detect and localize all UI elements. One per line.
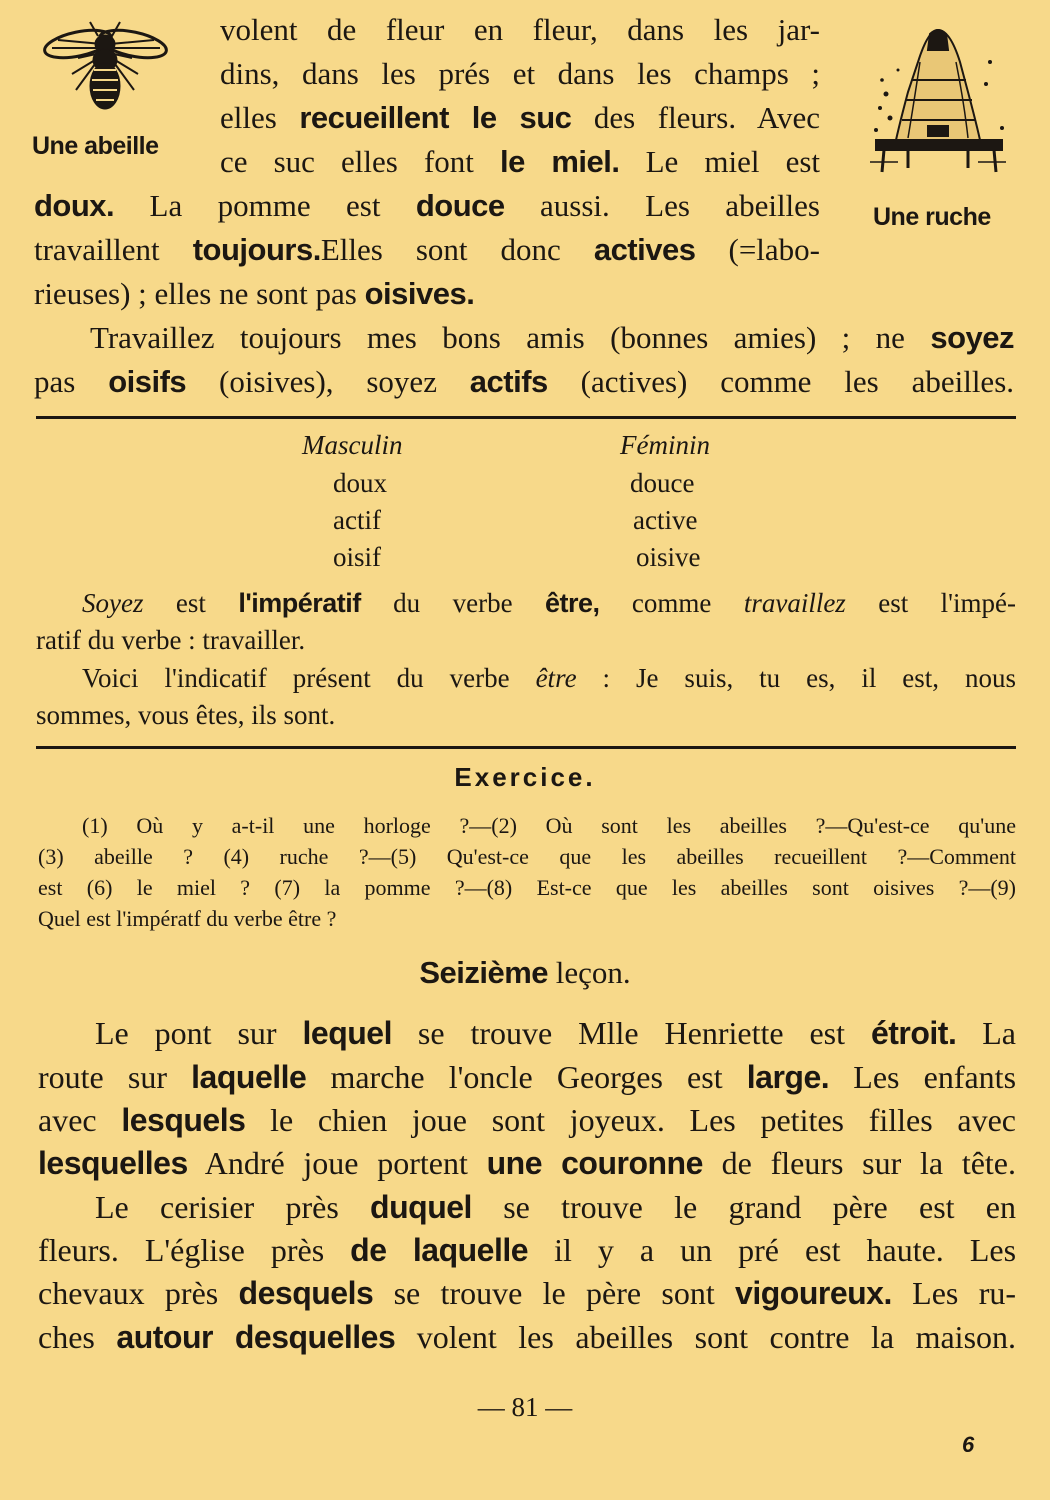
intro-line: travaillent toujours.Elles sont donc actives (=labo- [34, 232, 820, 267]
masculine-word: actif [333, 505, 381, 535]
exercise-line: (1) Où y a-t-il une horloge ?—(2) Où sont les abeilles ?—Qu'est-ce qu'une [82, 813, 1016, 838]
intro-line: doux. La pomme est douce aussi. Les abeilles [34, 188, 820, 223]
bee-illustration [38, 14, 173, 124]
exercise-line: est (6) le miel ? (7) la pomme ?—(8) Est-ce que les abeilles sont oisives ?—(9) [38, 875, 1016, 900]
exercise-line: (3) abeille ? (4) ruche ?—(5) Qu'est-ce que les abeilles recueillent ?—Comment [38, 844, 1016, 869]
hive-caption: Une ruche [873, 203, 991, 231]
lesson-line: avec lesquels le chien joue sont joyeux. Les petites filles avec [38, 1102, 1017, 1138]
grammar-line: Voici l'indicatif présent du verbe être : Je suis, tu es, il est, nous [82, 663, 1016, 693]
page-number: — 81 — [477, 1392, 573, 1422]
lesson-line: fleurs. L'église près de laquelle il y a un pré est haute. Les [38, 1232, 1017, 1268]
beehive-illustration [868, 22, 1008, 182]
masculine-word: oisif [333, 542, 382, 572]
masculine-header: Masculin [302, 430, 403, 460]
lesson-line: route sur laquelle marche l'oncle Georges est large. Les enfants [38, 1059, 1017, 1095]
intro-line: elles recueillent le suc des fleurs. Avec [220, 100, 820, 135]
feminine-header: Féminin [620, 430, 710, 460]
section-divider [36, 746, 1016, 749]
section-divider [36, 416, 1016, 419]
intro-line: pas oisifs (oisives), soyez actifs (actives) comme les abeilles. [34, 364, 1015, 399]
intro-line: volent de fleur en fleur, dans les jar- [220, 12, 820, 47]
lesson-line: Le cerisier près duquel se trouve le grand père est en [95, 1189, 1017, 1225]
masculine-word: doux [333, 468, 387, 498]
lesson-line: chevaux près desquels se trouve le père sont vigoureux. Les ru- [38, 1275, 1016, 1311]
feminine-word: active [633, 505, 698, 535]
lesson-line: Le pont sur lequel se trouve Mlle Henriette est étroit. La [95, 1015, 1017, 1051]
grammar-line: Soyez est l'impératif du verbe être, comme travaillez est l'impé- [82, 588, 1016, 618]
lesson-title: Seizième leçon. [419, 955, 631, 990]
lesson-line: lesquelles André joue portent une couronne de fleurs sur la tête. [38, 1145, 1017, 1181]
intro-line: ce suc elles font le miel. Le miel est [220, 144, 821, 179]
signature-mark: 6 [962, 1432, 974, 1457]
bee-caption: Une abeille [32, 132, 159, 160]
feminine-word: douce [630, 468, 695, 498]
grammar-line: ratif du verbe : travailler. [36, 625, 306, 655]
feminine-word: oisive [636, 542, 701, 572]
exercise-line: Quel est l'impératf du verbe être ? [38, 906, 337, 931]
intro-line: dins, dans les prés et dans les champs ; [220, 56, 820, 91]
exercise-title: Exercice. [454, 762, 596, 792]
grammar-line: sommes, vous êtes, ils sont. [36, 700, 336, 730]
intro-line: rieuses) ; elles ne sont pas oisives. [34, 276, 475, 311]
intro-line: Travaillez toujours mes bons amis (bonnes amies) ; ne soyez [90, 320, 1014, 355]
lesson-line: ches autour desquelles volent les abeilles sont contre la maison. [38, 1319, 1017, 1355]
